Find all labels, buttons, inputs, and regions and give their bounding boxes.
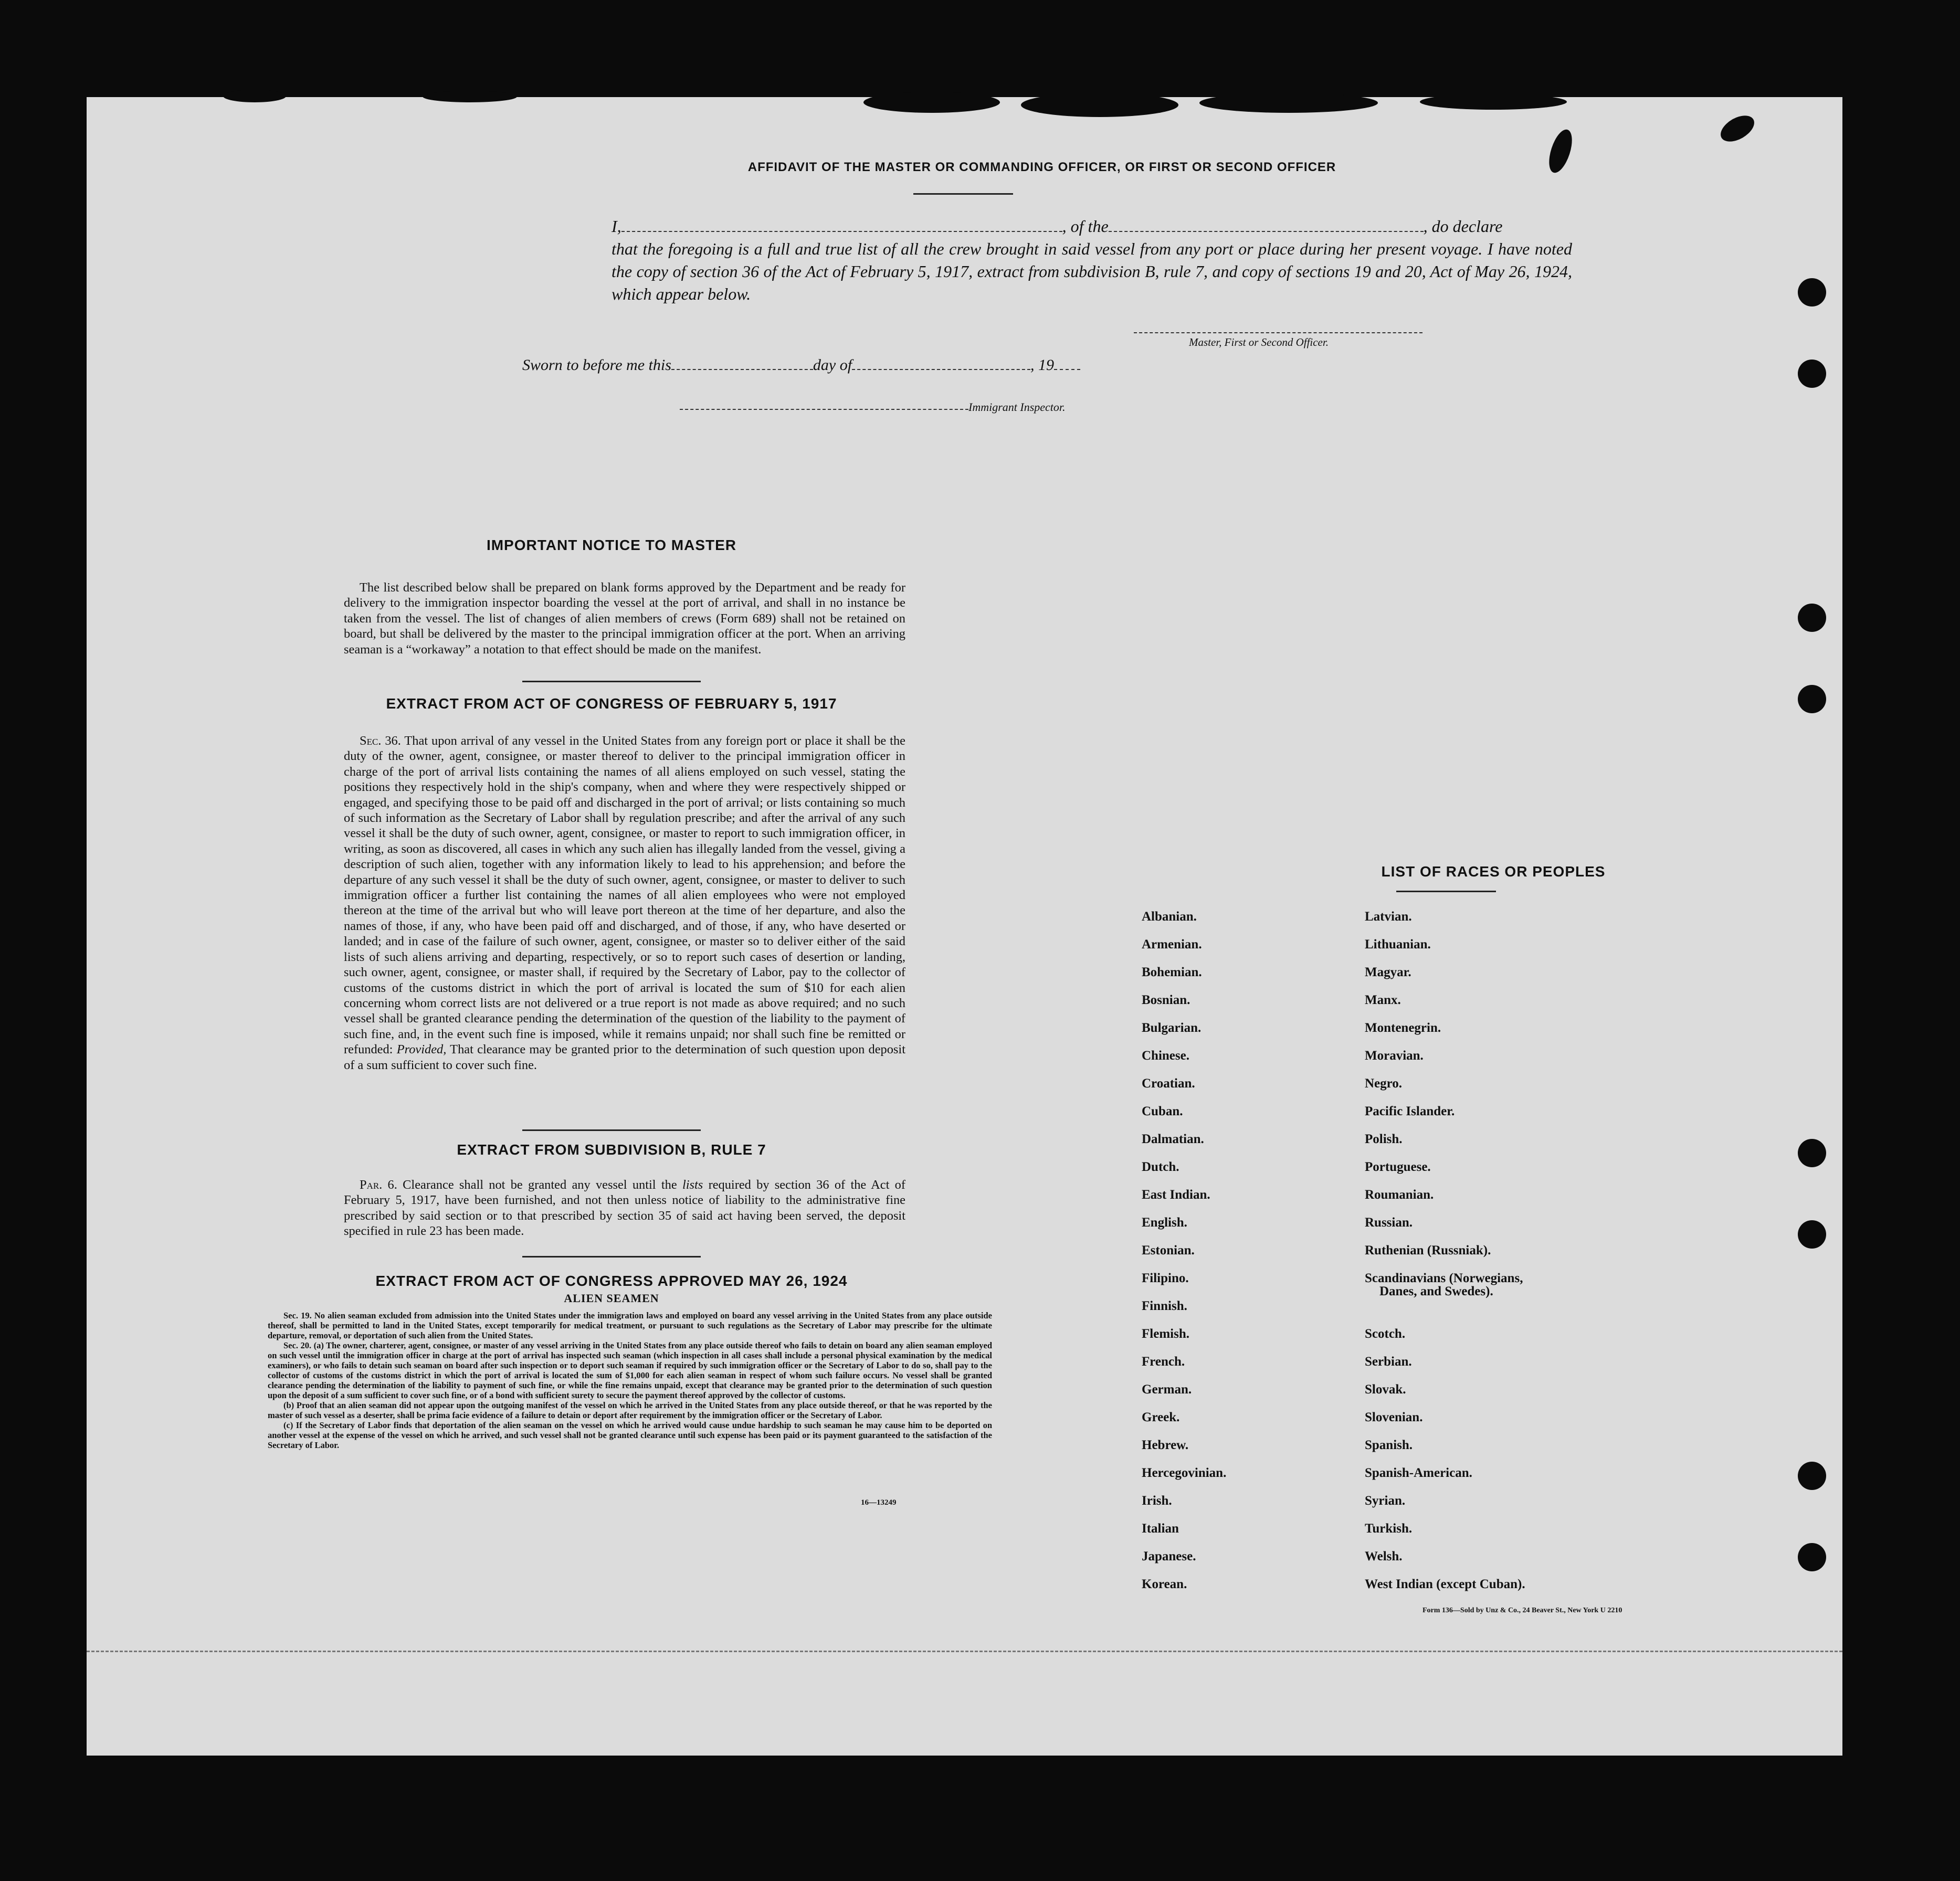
extract-1917-body (344, 733, 905, 1073)
sec-36-label: Sec. 36. (360, 734, 401, 748)
sworn-prefix: Sworn to before me this (522, 356, 671, 374)
race-item: Serbian. (1365, 1355, 1412, 1369)
race-item: Scotch. (1365, 1327, 1406, 1341)
provided-text: That clearance may be granted prior to the determination of such question upon deposit of a sum sufficient to cover such fine. (344, 1042, 905, 1072)
par-6-text-start: Clearance shall not be granted any vessel until the (403, 1178, 677, 1192)
punch-hole (1798, 1462, 1826, 1490)
race-item: Hebrew. (1142, 1438, 1189, 1452)
race-item: Spanish. (1365, 1438, 1413, 1452)
race-item: Portuguese. (1365, 1160, 1431, 1174)
provided-label: Provided, (396, 1042, 447, 1057)
divider (522, 1256, 701, 1257)
race-item: Montenegrin. (1365, 1021, 1441, 1035)
race-item: Danes, and Swedes). (1379, 1284, 1493, 1298)
race-item: Croatian. (1142, 1076, 1195, 1091)
ink-blot (1716, 110, 1759, 147)
affidavit-declaration (612, 215, 1572, 305)
sworn-day-blank[interactable] (671, 358, 813, 370)
race-item: Bosnian. (1142, 993, 1190, 1007)
race-item: Dutch. (1142, 1160, 1179, 1174)
sworn-line (522, 356, 1257, 374)
alien-seamen-subtitle: ALIEN SEAMEN (564, 1292, 659, 1305)
notice-title: IMPORTANT NOTICE TO MASTER (486, 537, 737, 553)
race-item: Greek. (1142, 1410, 1180, 1424)
divider (522, 1129, 701, 1131)
par-6-label: Par. 6. (360, 1178, 397, 1192)
race-item: Italian (1142, 1521, 1179, 1536)
affidavit-body: that the foregoing is a full and true list of all the crew brought in said vessel from any port or place during her present voyage. I have noted the copy of section 36 of the Act of February 5, 1917, extract from subdivision B, rule 7, and copy of sections 19 and 20, Act of May 26, 1924, which appear below. (612, 239, 1572, 303)
race-item: German. (1142, 1382, 1192, 1397)
race-item: Bohemian. (1142, 965, 1202, 979)
race-item: Roumanian. (1365, 1188, 1434, 1202)
punch-hole (1798, 685, 1826, 713)
race-item: Manx. (1365, 993, 1401, 1007)
race-item: Magyar. (1365, 965, 1411, 979)
sec-20a-text: Sec. 20. (a) The owner, charterer, agent, consignee, or master of any vessel arriving in the United States from any place outside thereof who fails to detain on board any alien seaman employed on such vessel until the immigration officer in charge at the port of arrival has inspected such seaman (which inspection in all cases shall include a personal physical examination by the medical examiners), or who fails to detain such seaman on board after such inspection or to deport such seaman if required by such immigration officer or the Secretary of Labor to do so, shall pay to the collector of customs of the customs district in which the port of arrival is located the sum of $1,000 for each alien seaman in respect of whom such failure occurs. No vessel shall be granted clearance pending the determination of the liability to payment of such fine, or while the fine remains unpaid, except that clearance may be granted prior to the determination of such question upon the deposit of a sum sufficient to cover such fine, or of a bond with sufficient surety to secure the payment thereof approved by the collector of customs. (268, 1340, 992, 1400)
extract-rule7-title: EXTRACT FROM SUBDIVISION B, RULE 7 (457, 1142, 766, 1158)
punch-hole (1798, 1543, 1826, 1571)
punch-hole (1798, 278, 1826, 307)
punch-hole (1798, 360, 1826, 388)
race-item: Turkish. (1365, 1521, 1413, 1536)
sec-20b-text: (b) Proof that an alien seaman did not appear upon the outgoing manifest of the vessel on which he arrived in the United States from any place outside thereof, or that he was reported by the master of such vessel as a deserter, shall be prima facie evidence of a failure to detain or deport after requirement by the immigration officer or the Secretary of Labor. (268, 1400, 992, 1420)
affidavit-line1 (612, 215, 1572, 238)
race-item: Filipino. (1142, 1271, 1189, 1285)
race-item: Latvian. (1365, 910, 1412, 924)
divider (913, 193, 1013, 195)
ink-blot (1545, 127, 1577, 176)
race-item: Korean. (1142, 1577, 1187, 1591)
lists-word: lists (682, 1178, 703, 1192)
signature-line[interactable] (1134, 332, 1422, 333)
race-item: Slovenian. (1365, 1410, 1423, 1424)
race-item: Negro. (1365, 1076, 1403, 1091)
torn-edge (423, 91, 517, 102)
race-item: Ruthenian (Russniak). (1365, 1243, 1491, 1257)
form-footer: Form 136—Sold by Unz & Co., 24 Beaver St., New York U 2210 (1422, 1607, 1622, 1614)
divider (1396, 891, 1496, 892)
sworn-day-of: day of (813, 356, 852, 374)
sworn-year-blank[interactable] (1054, 358, 1080, 370)
race-item: Syrian. (1365, 1494, 1406, 1508)
affidavit-i: I, (612, 217, 621, 236)
par-6-text-end: required by section 36 of the Act of February 5, 1917, have been furnished, and not then unless notice of liability to the administrative fine prescribed by said section or to that prescribed by section 35 of said act having been served, the deposit specified in rule 23 has been made. (344, 1178, 905, 1239)
races-title: LIST OF RACES OR PEOPLES (1381, 863, 1606, 880)
race-item: Japanese. (1142, 1549, 1196, 1563)
race-item: Spanish-American. (1365, 1466, 1472, 1480)
torn-edge (223, 90, 286, 102)
inspector-signature-line[interactable] (680, 409, 968, 410)
extract-1924-title: EXTRACT FROM ACT OF CONGRESS APPROVED MAY 26, 1924 (375, 1273, 848, 1289)
race-item: Flemish. (1142, 1327, 1189, 1341)
race-item: Russian. (1365, 1216, 1413, 1230)
document-sheet (87, 97, 1842, 1756)
divider (522, 681, 701, 682)
race-item: Armenian. (1142, 937, 1202, 952)
race-item: Irish. (1142, 1494, 1172, 1508)
races-right-column (1365, 910, 1659, 1605)
notice-body: The list described below shall be prepared on blank forms approved by the Department and be ready for delivery to the immigration inspector boarding the vessel at the port of arrival, and shall in no instance be taken from the vessel. The list of changes of alien members of crews (Form 689) shall not be retained on board, but shall be delivered by the master to the principal immigration officer at the port. When an arriving seaman is a “workaway” a notation to that effect should be made on the manifest. (344, 580, 905, 657)
race-item: Welsh. (1365, 1549, 1403, 1563)
torn-edge (863, 92, 1000, 113)
affidavit-do-declare: , do declare (1423, 217, 1503, 236)
sec-20c-text: (c) If the Secretary of Labor finds that deportation of the alien seaman on the vessel on which he arrived would cause undue hardship to such seaman he may cause him to be deported on another vessel at the expense of the vessel on which he arrived, and such vessel shall not be granted clearance until such expense has been paid or its payment guaranteed to the satisfaction of the Secretary of Labor. (268, 1420, 992, 1450)
race-item: Pacific Islander. (1365, 1104, 1455, 1118)
extract-1924-body (268, 1311, 992, 1450)
extract-1917-title: EXTRACT FROM ACT OF CONGRESS OF FEBRUARY 5, 1917 (386, 695, 837, 712)
races-left-column (1142, 910, 1362, 1605)
race-item: Slovak. (1365, 1382, 1406, 1397)
race-item: Moravian. (1365, 1049, 1424, 1063)
torn-edge (1199, 93, 1378, 113)
sec-19-text: Sec. 19. No alien seaman excluded from admission into the United States under the immigration laws and employed on board any vessel arriving in the United States from any place outside thereof, shall be permitted to land in the United States, except temporarily for medical treatment, or pursuant to such regulations as the Secretary of Labor may prescribe for the ultimate departure, removal, or deportation of such alien from the United States. (268, 1311, 992, 1340)
race-item: Hercegovinian. (1142, 1466, 1227, 1480)
master-name-blank[interactable] (621, 220, 1062, 232)
affidavit-of-the: , of the (1062, 217, 1109, 236)
race-item: Scandinavians (Norwegians, (1365, 1271, 1523, 1285)
race-item: Bulgarian. (1142, 1021, 1202, 1035)
punch-hole (1798, 604, 1826, 632)
sworn-year: , 19 (1030, 356, 1055, 374)
signature-caption: Master, First or Second Officer. (1189, 336, 1329, 348)
race-item: Estonian. (1142, 1243, 1195, 1257)
extract-rule7-body (344, 1177, 905, 1239)
race-item: Polish. (1365, 1132, 1403, 1146)
punch-hole (1798, 1220, 1826, 1249)
race-item: Finnish. (1142, 1299, 1187, 1313)
punch-hole (1798, 1139, 1826, 1167)
race-item: West Indian (except Cuban). (1365, 1577, 1525, 1591)
affidavit-title: AFFIDAVIT OF THE MASTER OR COMMANDING OFFICER, OR FIRST OR SECOND OFFICER (747, 160, 1336, 174)
race-item: Albanian. (1142, 910, 1197, 924)
vessel-name-blank[interactable] (1109, 220, 1424, 232)
race-item: East Indian. (1142, 1188, 1210, 1202)
torn-edge (1021, 93, 1178, 117)
race-item: Cuban. (1142, 1104, 1183, 1118)
race-item: French. (1142, 1355, 1185, 1369)
race-item: English. (1142, 1216, 1187, 1230)
race-item: Chinese. (1142, 1049, 1189, 1063)
sworn-month-blank[interactable] (852, 358, 1030, 370)
print-code: 16—13249 (861, 1498, 897, 1507)
race-item: Lithuanian. (1365, 937, 1431, 952)
torn-edge (1420, 94, 1567, 110)
inspector-caption: Immigrant Inspector. (968, 400, 1066, 414)
race-item: Dalmatian. (1142, 1132, 1204, 1146)
sec-36-text: That upon arrival of any vessel in the United States from any foreign port or place it shall be the duty of the owner, agent, consignee, or master thereof to deliver to the principal immigration officer in charge of the port of arrival lists containing the names of all aliens employed on such vessel, stating the positions they respectively hold in the ship's company, when and where they were respectively shipped or engaged, and specifying those to be paid off and discharged in the port of arrival; or lists containing so much of such information as the Secretary of Labor shall by regulation prescribe; and after the arrival of any such vessel it shall be the duty of such owner, agent, consignee, or master to report to such immigration officer, in writing, as soon as discovered, all cases in which any such alien has illegally landed from the vessel, giving a description of such alien, together with any information likely to lead to his apprehension; and before the departure of any such vessel it shall be the duty of such owner, agent, consignee, or master to deliver to such immigration officer a further list containing the names of all alien employees who were not employed thereon at the time of the arrival but who will leave port thereon at the time of her departure, and also the names of those, if any, who have been paid off and discharged, and of those, if any, who have deserted or landed; and in case of the failure of such owner, agent, consignee, or master so to deliver either of the said lists of such aliens arriving and departing, respectively, or so to report such cases of desertion or landing, such owner, agent, consignee, or master shall, if required by the Secretary of Labor, pay to the collector of customs of the customs district in which the port of arrival is located the sum of $10 for each alien concerning whom correct lists are not delivered or a true report is not made as above required; and no such vessel shall be granted clearance pending the determination of the question of the liability to the payment of such fine, and, in the event such fine is imposed, while it remains unpaid; nor shall such fine be remitted or refunded: (344, 734, 905, 1057)
